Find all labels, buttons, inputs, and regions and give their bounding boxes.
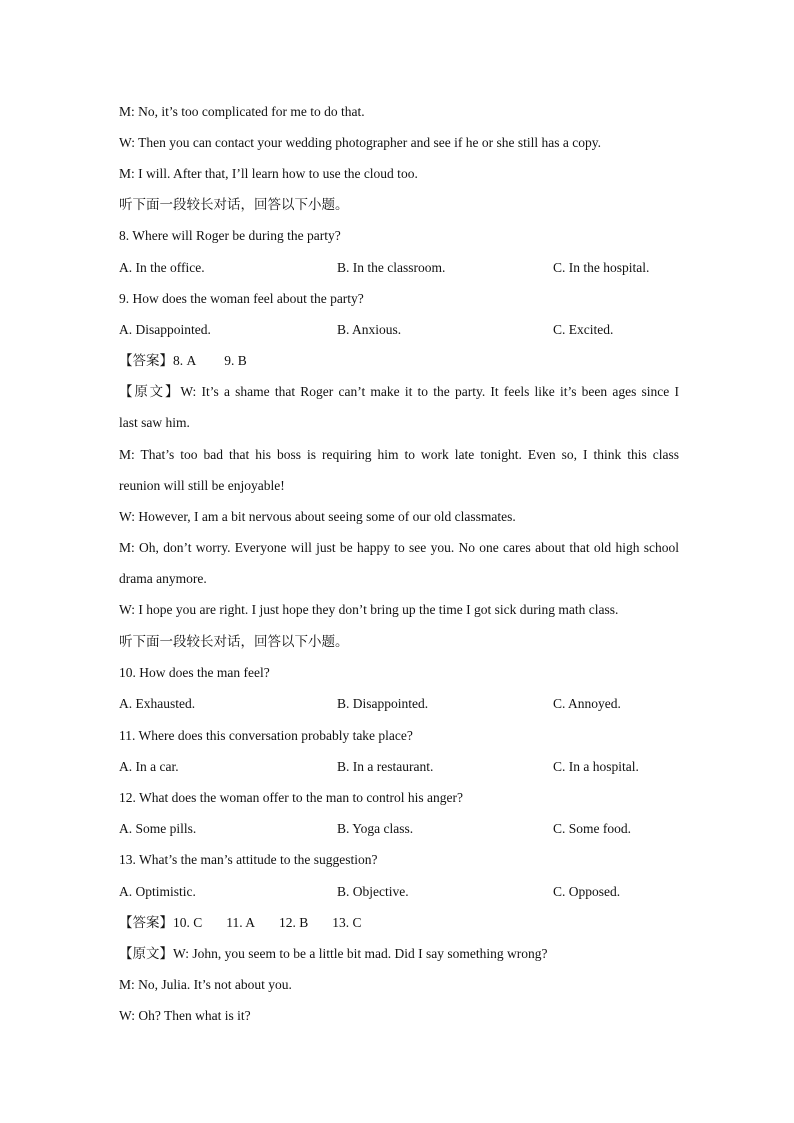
transcript-line: M: That’s too bad that his boss is requiring him to work late tonight. Even so, I think this class — [119, 447, 679, 462]
answer-item: 11. A — [226, 915, 256, 930]
transcript-line: W: I hope you are right. I just hope they don’t bring up the time I got sick during math class. — [119, 602, 619, 617]
option-c: C. Annoyed. — [553, 696, 621, 711]
transcript-label: 【原文】 — [119, 946, 173, 961]
transcript-line: W: Oh? Then what is it? — [119, 1008, 251, 1023]
transcript-line: 【原文】W: It’s a shame that Roger can’t make it to the party. It feels like it’s been ages since I — [119, 384, 679, 399]
option-b: B. Objective. — [337, 884, 409, 899]
transcript-line: last saw him. — [119, 415, 190, 430]
answer-item: 13. C — [332, 915, 362, 930]
option-a: A. Exhausted. — [119, 696, 196, 711]
answer-item: 10. C — [173, 915, 203, 930]
transcript-line: M: No, Julia. It’s not about you. — [119, 977, 292, 992]
section-heading: 听下面一段较长对话，回答以下小题。 — [119, 634, 349, 649]
answer-item: 12. B — [279, 915, 309, 930]
dialogue-line: W: Then you can contact your wedding photographer and see if he or she still has a copy. — [119, 135, 601, 150]
answer-label: 【答案】 — [119, 915, 173, 930]
answer-line — [119, 352, 679, 370]
option-c: C. In the hospital. — [553, 260, 650, 275]
question-stem: 8. Where will Roger be during the party? — [119, 228, 341, 243]
dialogue-line: M: I will. After that, I’ll learn how to use the cloud too. — [119, 166, 418, 181]
transcript-line: drama anymore. — [119, 571, 207, 586]
option-a: A. Disappointed. — [119, 322, 211, 337]
answer-line — [119, 914, 679, 932]
question-stem: 13. What’s the man’s attitude to the suggestion? — [119, 852, 378, 867]
option-b: B. In a restaurant. — [337, 759, 434, 774]
answer-item: 9. B — [224, 353, 247, 368]
transcript-line: M: Oh, don’t worry. Everyone will just be happy to see you. No one cares about that old high school — [119, 540, 679, 555]
option-a: A. In the office. — [119, 260, 205, 275]
option-b: B. Anxious. — [337, 322, 402, 337]
answer-label: 【答案】 — [119, 353, 173, 368]
question-stem: 11. Where does this conversation probably take place? — [119, 728, 413, 743]
transcript-line: 【原文】W: John, you seem to be a little bit mad. Did I say something wrong? — [119, 946, 548, 961]
option-c: C. Excited. — [553, 322, 614, 337]
transcript-line: W: However, I am a bit nervous about seeing some of our old classmates. — [119, 509, 516, 524]
option-b: B. In the classroom. — [337, 260, 446, 275]
section-heading: 听下面一段较长对话，回答以下小题。 — [119, 197, 349, 212]
option-c: C. Some food. — [553, 821, 632, 836]
option-b: B. Yoga class. — [337, 821, 414, 836]
transcript-label: 【原文】 — [119, 384, 181, 399]
option-a: A. Some pills. — [119, 821, 197, 836]
option-c: C. Opposed. — [553, 884, 621, 899]
transcript-line: reunion will still be enjoyable! — [119, 478, 285, 493]
option-c: C. In a hospital. — [553, 759, 639, 774]
option-a: A. In a car. — [119, 759, 179, 774]
dialogue-line: M: No, it’s too complicated for me to do that. — [119, 104, 365, 119]
question-stem: 10. How does the man feel? — [119, 665, 270, 680]
option-b: B. Disappointed. — [337, 696, 429, 711]
question-stem: 12. What does the woman offer to the man to control his anger? — [119, 790, 464, 805]
option-a: A. Optimistic. — [119, 884, 196, 899]
answer-item: 8. A — [173, 353, 197, 368]
question-stem: 9. How does the woman feel about the party? — [119, 291, 364, 306]
